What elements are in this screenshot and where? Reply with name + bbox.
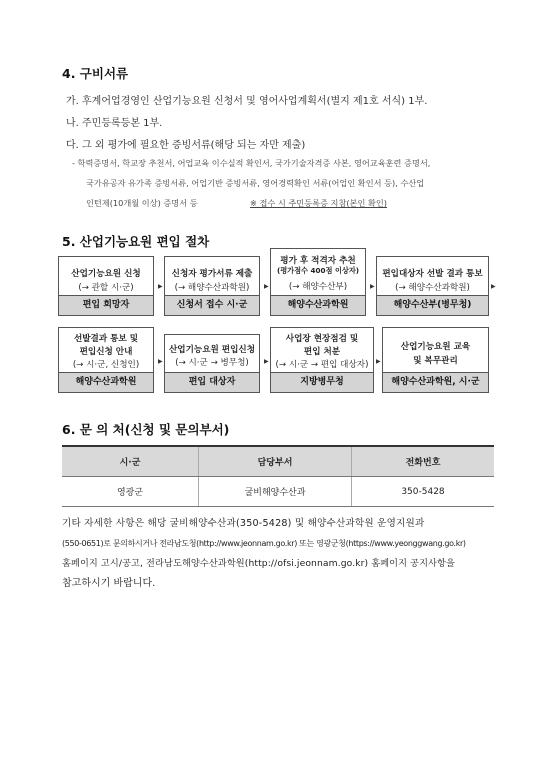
section4-item-ga: 가. 후계어업경영인 산업기능요원 신청서 및 영어사업계획서(별지 제1호 서식) 1부. <box>66 96 428 107</box>
arrow-right-icon: ▶ <box>264 358 269 365</box>
step-6-line-1: 산업기능요원 편입신청 <box>168 345 255 355</box>
section4-item-na: 나. 주민등록등본 1부. <box>66 118 163 129</box>
process-step-3 <box>270 248 366 316</box>
cell-department: 굴비해양수산과 <box>199 477 352 507</box>
contact-paragraph-line-2: (550-0651)로 문의하시거나 전라남도청(http://www.jeonnam.go.kr) 또는 영광군청(https://www.yeonggwang.go.kr) <box>62 539 466 548</box>
process-step-1 <box>58 256 154 316</box>
contact-paragraph-line-3: 홈페이지 고시/공고, 전라남도해양수산과학원(http://ofsi.jeonnam.go.kr) 홈페이지 공지사항을 <box>62 558 456 569</box>
step-4-line-2: (→ 해양수산과학원) <box>395 283 470 293</box>
step-2-line-1: 신청자 평가서류 제출 <box>171 269 253 279</box>
process-step-7 <box>270 327 374 393</box>
arrow-right-icon: ▶ <box>491 283 496 290</box>
contact-table <box>62 445 494 507</box>
header-department: 담당부서 <box>199 446 352 477</box>
process-step-8 <box>382 327 489 393</box>
step-4-line-1: 편입대상자 선발 결과 통보 <box>382 269 483 279</box>
step-2-actor: 신청서 접수 시·군 <box>165 295 259 315</box>
process-step-2 <box>164 256 260 316</box>
contact-table-header <box>62 446 494 477</box>
header-phone: 전화번호 <box>352 446 495 477</box>
header-city: 시·군 <box>62 446 199 477</box>
step-8-line-1: 산업기능요원 교육 <box>400 342 471 352</box>
step-2-line-2: (→ 해양수산과학원) <box>174 283 250 293</box>
section4-detail-line-3: 인턴제(10개월 이상) 증명서 등 <box>86 198 198 208</box>
step-3-line-3: (→ 해양수산부) <box>288 282 348 292</box>
contact-paragraph-line-4: 참고하시기 바랍니다. <box>62 578 156 589</box>
process-step-4 <box>376 256 489 316</box>
step-3-line-1: 평가 후 적격자 추천 <box>280 256 356 266</box>
cell-city: 영광군 <box>62 477 199 507</box>
section4-title: 4. 구비서류 <box>62 66 129 81</box>
step-1-line-1: 산업기능요원 신청 <box>71 269 141 279</box>
step-8-actor: 해양수산과학원, 시·군 <box>383 372 488 392</box>
section4-note: ※ 접수 시 주민등록증 지참(본인 확인) <box>250 198 387 208</box>
arrow-right-icon: ▶ <box>158 358 163 365</box>
step-7-line-2: 편입 처분 <box>303 347 341 357</box>
step-6-line-2: (→ 시·군 → 병무청) <box>175 358 249 368</box>
step-1-actor: 편입 희망자 <box>59 295 153 315</box>
arrow-right-icon: ▶ <box>370 283 375 290</box>
step-3-actor: 해양수산과학원 <box>271 295 365 315</box>
process-step-5 <box>58 327 154 393</box>
section6-title: 6. 문 의 처(신청 및 문의부서) <box>62 422 230 437</box>
arrow-right-icon: ▶ <box>376 358 381 365</box>
step-3-line-2: (평가점수 400점 이상자) <box>276 266 360 275</box>
step-5-line-1: 선발결과 통보 및 <box>73 334 139 344</box>
step-1-line-2: (→ 관할 시·군) <box>78 283 134 293</box>
section4-item-da: 다. 그 외 평가에 필요한 증빙서류(해당 되는 자만 제출) <box>66 140 306 151</box>
step-6-actor: 편입 대상자 <box>165 372 259 392</box>
process-step-6 <box>164 334 260 393</box>
step-5-actor: 해양수산과학원 <box>59 372 153 392</box>
step-5-line-3: (→ 시·군, 신청인) <box>72 360 140 370</box>
step-7-line-3: (→ 시·군 → 편입 대상자) <box>275 360 369 370</box>
step-4-actor: 해양수산부(병무청) <box>377 295 488 315</box>
arrow-right-icon: ▶ <box>158 283 163 290</box>
cell-phone: 350-5428 <box>352 477 495 507</box>
section4-detail-line-2: 국가유공자 유가족 증빙서류, 어업기반 증빙서류, 영어경력확인 서류(어업인 확인서 등), 수산업 <box>86 178 425 188</box>
section5-title: 5. 산업기능요원 편입 절차 <box>62 234 210 249</box>
step-7-line-1: 사업장 현장점검 및 <box>285 334 359 344</box>
section4-detail-line-1: - 학력증명서, 학교장 추천서, 어업교육 이수실적 확인서, 국가기술자격증 사본, 영어교육훈련 증명서, <box>72 158 431 168</box>
contact-paragraph-line-1: 기타 자세한 사항은 해당 굴비해양수산과(350-5428) 및 해양수산과학원 운영지원과 <box>62 518 425 529</box>
arrow-right-icon: ▶ <box>264 283 269 290</box>
step-8-line-2: 및 복무관리 <box>413 356 458 366</box>
table-row <box>62 477 494 507</box>
step-5-line-2: 편입신청 안내 <box>79 347 133 357</box>
step-7-actor: 지방병무청 <box>271 372 373 392</box>
